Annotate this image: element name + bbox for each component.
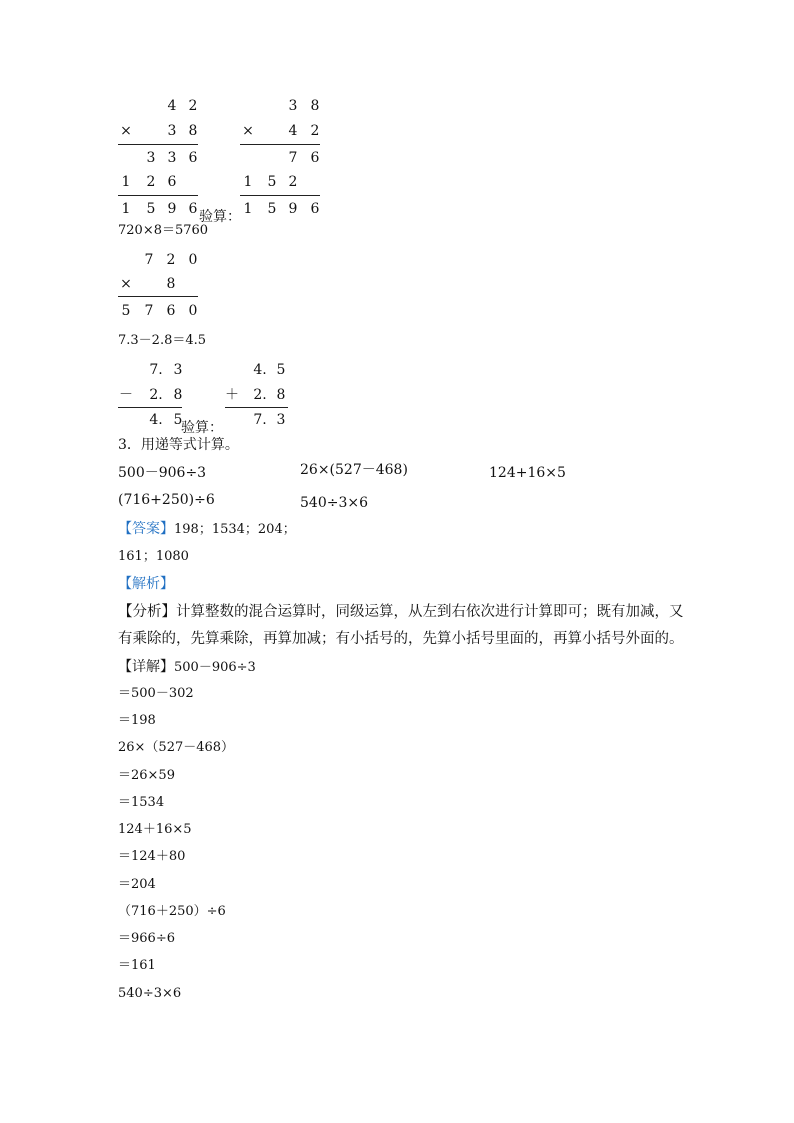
step: ＝161 [118,958,156,973]
digit: 8 [173,387,183,403]
digit: 7 [288,150,298,166]
step: 540÷3×6 [118,986,182,1001]
digit: 2 [146,174,156,190]
digit: 5 [276,362,286,378]
problem: 124+16×5 [489,465,566,481]
digit: 4. [149,412,163,428]
step: ＝966÷6 [118,931,175,946]
rule-line [225,407,288,408]
step: ＝198 [118,713,156,728]
problem: (716+250)÷6 [118,492,215,508]
problem: 26×(527－468) [300,462,408,478]
step: （716＋250）÷6 [118,904,226,919]
digit: 3 [167,123,177,139]
answer-label: 【答案】 [118,521,174,537]
check-label: 验算： [181,420,223,436]
digit: 9 [167,201,177,217]
digit: 1 [243,174,253,190]
digit: × [120,276,132,292]
digit: 3 [167,150,177,166]
digit: 4 [167,98,177,114]
analysis-text: 有乘除的，先算乘除，再算加减；有小括号的，先算小括号里面的，再算小括号外面的。 [118,631,684,647]
digit: 7 [144,252,154,268]
analysis-label: 【解析】 [118,576,174,592]
digit: 1 [121,201,131,217]
digit: 1 [243,201,253,217]
rule-line [240,144,320,145]
digit: × [120,123,132,139]
step: 124＋16×5 [118,822,192,837]
digit: 9 [288,201,298,217]
answer-values-2: 161；1080 [118,549,189,564]
digit: 2 [166,252,176,268]
digit: 8 [166,276,176,292]
digit: 1 [121,174,131,190]
digit: 3 [276,412,286,428]
analysis-text: 【分析】计算整数的混合运算时，同级运算，从左到右依次进行计算即可；既有加减，又 [118,604,684,620]
detail-line [118,657,256,678]
digit: 5 [121,303,131,319]
digit: － [119,387,133,403]
problem: 500－906÷3 [118,465,207,481]
problem: 540÷3×6 [300,495,368,511]
step: ＝500－302 [118,686,194,701]
digit: 2. [253,387,267,403]
digit: 2 [288,174,298,190]
step: 26×（527－468） [118,740,235,755]
digit: 5 [267,201,277,217]
digit: 5 [146,201,156,217]
digit: 0 [188,252,198,268]
digit: 8 [276,387,286,403]
digit: 6 [166,303,176,319]
digit: 0 [188,303,198,319]
digit: 6 [310,201,320,217]
digit: × [242,123,254,139]
digit: 5 [267,174,277,190]
digit: 2 [188,98,198,114]
digit: 6 [188,201,198,217]
step: ＝1534 [118,795,165,810]
digit: 6 [188,150,198,166]
digit: 4. [253,362,267,378]
equation: 7.3－2.8＝4.5 [118,333,207,348]
step: ＝26×59 [118,768,175,783]
digit: 2. [149,387,163,403]
digit: 7. [253,412,267,428]
step: ＝124＋80 [118,849,186,864]
rule-line [240,195,320,196]
step: 500－906÷3 [174,660,256,675]
digit: 6 [310,150,320,166]
question-heading: 3．用递等式计算。 [118,437,239,453]
digit: 6 [167,174,177,190]
rule-line [118,296,198,297]
digit: 3 [146,150,156,166]
check-label: 验算： [199,209,241,225]
digit: 8 [310,98,320,114]
equation: 720×8＝5760 [118,223,209,238]
digit: 7 [144,303,154,319]
answer-values: 198；1534；204； [174,522,296,537]
digit: 5 [173,412,183,428]
rule-line [118,407,182,408]
digit: 2 [310,123,320,139]
detail-label: 【详解】 [118,659,174,675]
digit: 8 [188,123,198,139]
digit: 7. [149,362,163,378]
rule-line [118,195,198,196]
step: ＝204 [118,877,156,892]
digit: 4 [288,123,298,139]
answer-line [118,519,296,540]
digit: 3 [173,362,183,378]
rule-line [118,144,198,145]
digit: 3 [288,98,298,114]
digit: ＋ [225,387,239,403]
